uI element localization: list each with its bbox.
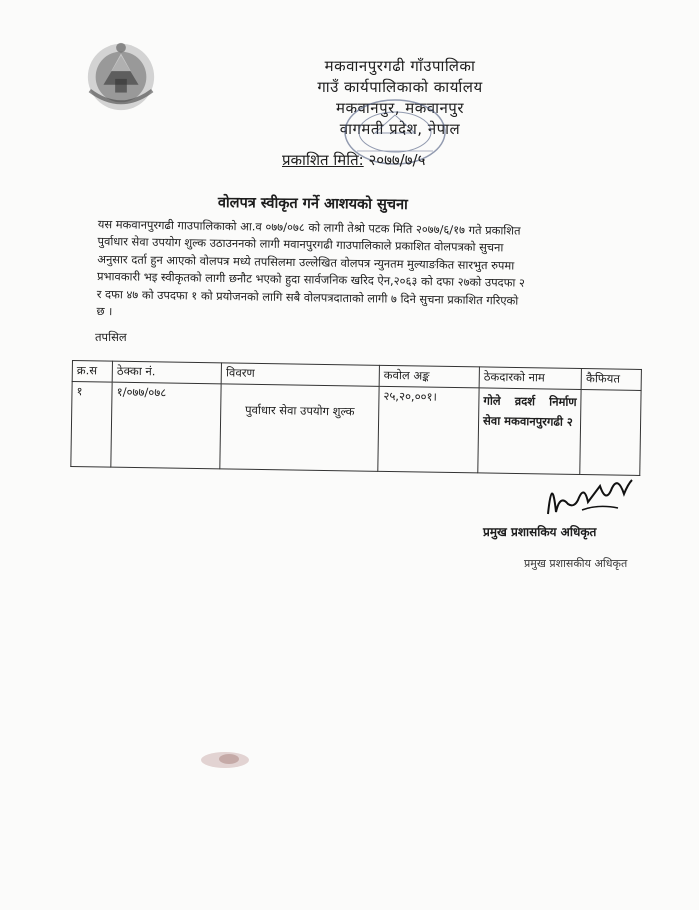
header-description: विवरण [221,363,379,386]
cell-remarks [580,390,641,476]
province-country: वागमती प्रदेश, नेपाल [339,120,461,138]
header-sn: क्र.स [72,361,112,383]
notice-body: यस मकवानपुरगढी गाउपालिकाको आ.व ०७७/०७८ को लागी तेश्रो पटक मिति २०७७/६/१७ गते प्रकाशित पुर्वाधार सेवा उपयोग शुल्क उठाउननको लागी मवानपुरगढी गाउपालिकाले प्रकाशित वोलपत्रको सुचना अनुसार दर्ता हुन आएको वोलपत्र मध्ये तपसिलमा उल्लेखित वोलपत्र न्युनतम मुल्याङकित सारभुत रुपमा प्रभावकारी भइ स्वीकृतको लागी छनौट भएको हुदा सार्वजनिक खरिद ऐन,२०६३ को दफा २७को उपदफा २ र दफा ४७ को उपदफा १ को प्रयोजनको लागि सबै वोलपत्रदाताको लागी ७ दिने सुचना प्रकाशित गरिएको छ । [96,216,526,319]
office-name: गाउँ कार्यपालिकाको कार्यालय [317,78,483,96]
published-label: प्रकाशित मिति: [282,151,364,169]
header-remarks: कैफियत [581,369,641,391]
nepal-emblem-logo [82,36,160,114]
bid-table [70,360,642,476]
cell-description: पुर्वाधार सेवा उपयोग शुल्क [220,384,379,471]
header-contractor: ठेकदारको नाम [479,367,582,390]
office-address: मकवानपुर, मकवानपुर [336,99,464,117]
header-contract-no: ठेक्का नं. [112,361,221,384]
ink-smudge [195,745,255,775]
cell-sn: १ [71,382,112,468]
signatory-title: प्रमुख प्रशासकिय अधिकृत [483,525,597,539]
cell-contract-no: १/०७७/०७८ [111,382,221,469]
table-row [71,382,641,476]
bid-table-wrapper [70,360,642,476]
header-amount: कवोल अङ्क [379,365,479,388]
signatory-stamp-text: प्रमुख प्रशासकीय अधिकृत [524,557,628,570]
published-date [282,150,425,170]
org-name: मकवानपुरगढी गाँउपालिका [324,57,476,75]
cell-contractor: गोले व्रदर्श निर्माण सेवा मकवानपुरगढी २ [478,388,582,475]
cell-amount: २५,२०,००१। [378,386,479,473]
details-label: तपसिल [95,330,127,344]
notice-title: वोलपत्र स्वीकृत गर्ने आशयको सुचना [217,194,408,213]
published-date-value: २०७७/७/५ [368,151,426,169]
handwritten-signature [538,464,638,524]
